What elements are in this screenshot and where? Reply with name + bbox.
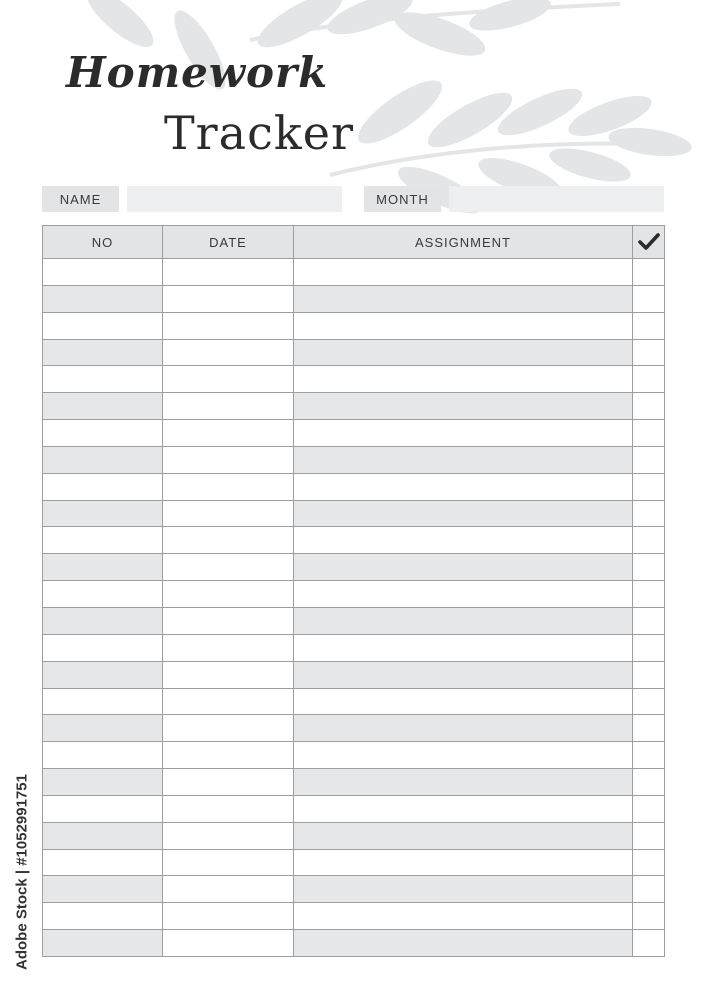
check-cell[interactable]	[633, 312, 665, 339]
assignment-cell[interactable]	[294, 366, 633, 393]
no-cell[interactable]	[43, 393, 163, 420]
stock-id-text: Adobe Stock | #1052991751	[13, 774, 31, 970]
date-cell[interactable]	[163, 715, 294, 742]
check-cell[interactable]	[633, 822, 665, 849]
month-label: MONTH	[364, 186, 441, 212]
table-row	[43, 366, 665, 393]
title-script: Homework	[66, 48, 329, 97]
check-cell[interactable]	[633, 473, 665, 500]
no-cell[interactable]	[43, 903, 163, 930]
no-cell[interactable]	[43, 715, 163, 742]
name-label: NAME	[42, 186, 119, 212]
no-cell[interactable]	[43, 849, 163, 876]
table-row	[43, 339, 665, 366]
date-cell[interactable]	[163, 259, 294, 286]
check-cell[interactable]	[633, 769, 665, 796]
checkmark-icon	[638, 233, 660, 251]
date-cell[interactable]	[163, 420, 294, 447]
table-row	[43, 446, 665, 473]
check-cell[interactable]	[633, 849, 665, 876]
check-cell[interactable]	[633, 661, 665, 688]
col-header-no: NO	[43, 226, 163, 259]
check-cell[interactable]	[633, 795, 665, 822]
date-cell[interactable]	[163, 661, 294, 688]
assignment-cell[interactable]	[294, 688, 633, 715]
check-cell[interactable]	[633, 285, 665, 312]
assignment-cell[interactable]	[294, 581, 633, 608]
table-row	[43, 661, 665, 688]
table-body	[43, 259, 665, 957]
date-cell[interactable]	[163, 930, 294, 957]
assignment-cell[interactable]	[294, 527, 633, 554]
date-cell[interactable]	[163, 822, 294, 849]
table-row	[43, 500, 665, 527]
no-cell[interactable]	[43, 822, 163, 849]
table-header-row	[43, 226, 665, 259]
assignment-cell[interactable]	[294, 849, 633, 876]
table-row	[43, 607, 665, 634]
assignment-cell[interactable]	[294, 259, 633, 286]
table-row	[43, 420, 665, 447]
check-cell[interactable]	[633, 715, 665, 742]
check-cell[interactable]	[633, 446, 665, 473]
page-title: Tracker	[164, 106, 354, 160]
check-cell[interactable]	[633, 742, 665, 769]
table-row	[43, 769, 665, 796]
table-row	[43, 742, 665, 769]
no-cell[interactable]	[43, 259, 163, 286]
no-cell[interactable]	[43, 876, 163, 903]
assignment-cell[interactable]	[294, 554, 633, 581]
date-cell[interactable]	[163, 581, 294, 608]
assignment-cell[interactable]	[294, 339, 633, 366]
check-cell[interactable]	[633, 607, 665, 634]
assignment-cell[interactable]	[294, 930, 633, 957]
no-cell[interactable]	[43, 285, 163, 312]
assignment-cell[interactable]	[294, 876, 633, 903]
assignment-cell[interactable]	[294, 473, 633, 500]
date-cell[interactable]	[163, 312, 294, 339]
check-cell[interactable]	[633, 554, 665, 581]
assignment-cell[interactable]	[294, 312, 633, 339]
table-row	[43, 634, 665, 661]
name-field[interactable]	[127, 186, 342, 212]
table-row	[43, 688, 665, 715]
no-cell[interactable]	[43, 420, 163, 447]
no-cell[interactable]	[43, 554, 163, 581]
table-row	[43, 930, 665, 957]
date-cell[interactable]	[163, 742, 294, 769]
check-cell[interactable]	[633, 259, 665, 286]
no-cell[interactable]	[43, 473, 163, 500]
check-cell[interactable]	[633, 527, 665, 554]
date-cell[interactable]	[163, 849, 294, 876]
table-row	[43, 903, 665, 930]
month-field[interactable]	[449, 186, 664, 212]
no-cell[interactable]	[43, 446, 163, 473]
table-row	[43, 715, 665, 742]
table-row	[43, 473, 665, 500]
no-cell[interactable]	[43, 527, 163, 554]
check-cell[interactable]	[633, 688, 665, 715]
check-cell[interactable]	[633, 876, 665, 903]
table-row	[43, 259, 665, 286]
table-row	[43, 849, 665, 876]
check-cell[interactable]	[633, 634, 665, 661]
date-cell[interactable]	[163, 607, 294, 634]
date-cell[interactable]	[163, 285, 294, 312]
assignment-cell[interactable]	[294, 661, 633, 688]
assignment-cell[interactable]	[294, 446, 633, 473]
table-row	[43, 527, 665, 554]
table-row	[43, 393, 665, 420]
date-cell[interactable]	[163, 393, 294, 420]
table-row	[43, 554, 665, 581]
check-cell[interactable]	[633, 930, 665, 957]
date-cell[interactable]	[163, 366, 294, 393]
assignment-cell[interactable]	[294, 285, 633, 312]
date-cell[interactable]	[163, 795, 294, 822]
assignment-cell[interactable]	[294, 795, 633, 822]
check-cell[interactable]	[633, 581, 665, 608]
check-cell[interactable]	[633, 393, 665, 420]
assignment-cell[interactable]	[294, 742, 633, 769]
no-cell[interactable]	[43, 930, 163, 957]
table-row	[43, 312, 665, 339]
assignment-cell[interactable]	[294, 822, 633, 849]
no-cell[interactable]	[43, 661, 163, 688]
assignment-cell[interactable]	[294, 634, 633, 661]
date-cell[interactable]	[163, 527, 294, 554]
date-cell[interactable]	[163, 500, 294, 527]
date-cell[interactable]	[163, 876, 294, 903]
date-cell[interactable]	[163, 473, 294, 500]
table-row	[43, 822, 665, 849]
no-cell[interactable]	[43, 742, 163, 769]
col-header-assignment: ASSIGNMENT	[294, 226, 633, 259]
assignment-cell[interactable]	[294, 769, 633, 796]
check-cell[interactable]	[633, 420, 665, 447]
date-cell[interactable]	[163, 769, 294, 796]
col-header-date: DATE	[163, 226, 294, 259]
date-cell[interactable]	[163, 339, 294, 366]
table-row	[43, 285, 665, 312]
check-cell[interactable]	[633, 500, 665, 527]
no-cell[interactable]	[43, 795, 163, 822]
date-cell[interactable]	[163, 688, 294, 715]
date-cell[interactable]	[163, 903, 294, 930]
homework-table	[42, 225, 665, 957]
no-cell[interactable]	[43, 312, 163, 339]
table-row	[43, 581, 665, 608]
assignment-cell[interactable]	[294, 607, 633, 634]
date-cell[interactable]	[163, 554, 294, 581]
table-row	[43, 795, 665, 822]
check-cell[interactable]	[633, 339, 665, 366]
date-cell[interactable]	[163, 446, 294, 473]
no-cell[interactable]	[43, 366, 163, 393]
no-cell[interactable]	[43, 769, 163, 796]
no-cell[interactable]	[43, 634, 163, 661]
check-cell[interactable]	[633, 903, 665, 930]
check-cell[interactable]	[633, 366, 665, 393]
assignment-cell[interactable]	[294, 500, 633, 527]
date-cell[interactable]	[163, 634, 294, 661]
no-cell[interactable]	[43, 581, 163, 608]
col-header-done	[633, 226, 665, 259]
assignment-cell[interactable]	[294, 393, 633, 420]
assignment-cell[interactable]	[294, 420, 633, 447]
no-cell[interactable]	[43, 339, 163, 366]
assignment-cell[interactable]	[294, 903, 633, 930]
no-cell[interactable]	[43, 607, 163, 634]
stock-id-watermark	[12, 760, 32, 984]
no-cell[interactable]	[43, 500, 163, 527]
table-row	[43, 876, 665, 903]
no-cell[interactable]	[43, 688, 163, 715]
assignment-cell[interactable]	[294, 715, 633, 742]
